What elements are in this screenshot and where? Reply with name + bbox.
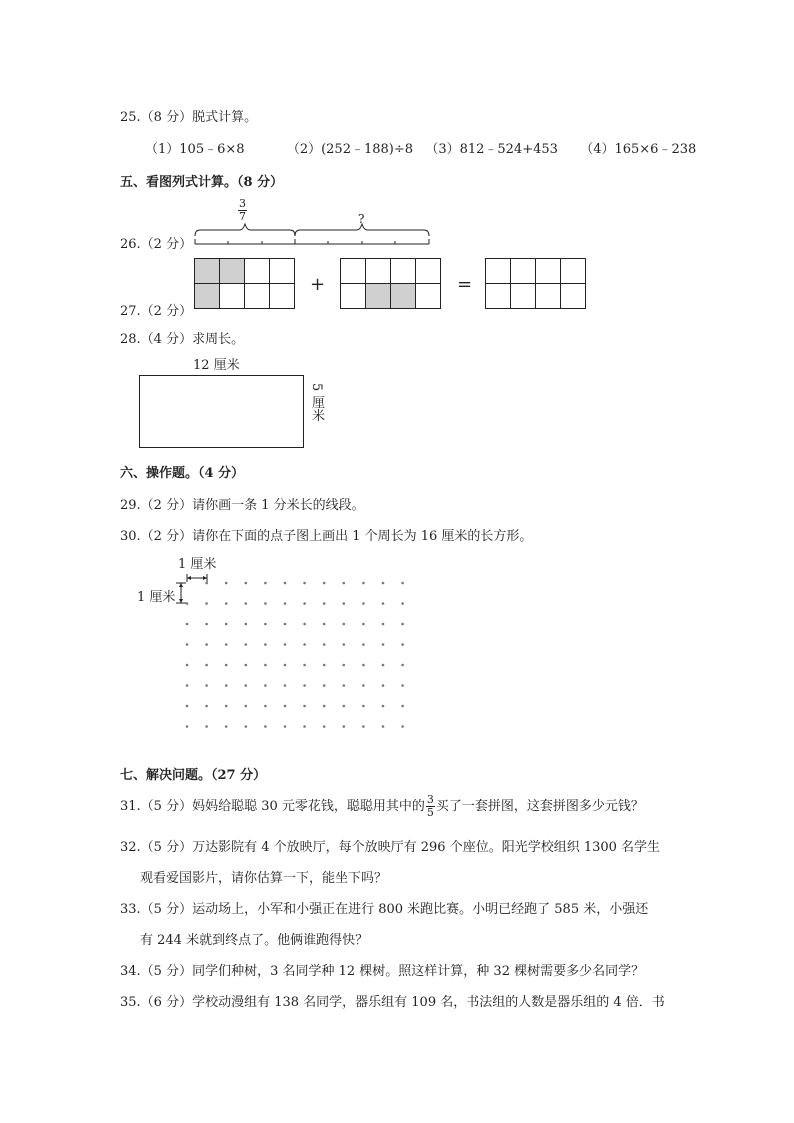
grid-dot[interactable] [225, 684, 228, 687]
section-5-heading: 五、看图列式计算。（8 分） [120, 175, 284, 190]
grid-dot[interactable] [186, 623, 189, 626]
grid-dot[interactable] [225, 602, 228, 605]
q27-grid-1 [194, 258, 295, 309]
grid-dot[interactable] [323, 643, 326, 646]
grid-dot[interactable] [284, 705, 287, 708]
grid-dot[interactable] [382, 623, 385, 626]
grid-cell [341, 284, 366, 309]
grid-dot[interactable] [382, 664, 385, 667]
grid-dot[interactable] [245, 582, 248, 585]
q26-brace-left [195, 224, 295, 236]
grid-dot[interactable] [264, 643, 267, 646]
shaded-cell [195, 284, 220, 309]
grid-cell [416, 259, 441, 284]
q25-items [145, 138, 696, 157]
grid-dot[interactable] [343, 582, 346, 585]
grid-dot[interactable] [303, 664, 306, 667]
grid-dot[interactable] [323, 623, 326, 626]
grid-dot[interactable] [186, 725, 189, 728]
grid-dot[interactable] [284, 643, 287, 646]
grid-dot[interactable] [284, 725, 287, 728]
grid-cell [245, 284, 270, 309]
grid-dot[interactable] [225, 582, 228, 585]
q25-heading: 25.（8 分）脱式计算。 [120, 110, 258, 125]
grid-dot[interactable] [205, 602, 208, 605]
grid-dot[interactable] [186, 705, 189, 708]
q31-post: 买了一套拼图，这套拼图多少元钱？ [435, 799, 644, 814]
grid-dot[interactable] [303, 725, 306, 728]
grid-dot[interactable] [264, 705, 267, 708]
q28-side-label: 5 厘米 [309, 383, 324, 422]
grid-cell [416, 284, 441, 309]
shaded-cell [195, 259, 220, 284]
grid-cell [486, 259, 511, 284]
grid-dot[interactable] [303, 623, 306, 626]
grid-cell [536, 284, 561, 309]
q31-pre: 31.（5 分）妈妈给聪聪 30 元零花钱，聪聪用其中的 [120, 799, 425, 814]
q25-item-3: （3）812﹣524+453 [425, 142, 558, 157]
grid-cell [366, 259, 391, 284]
grid-dot[interactable] [245, 664, 248, 667]
grid-dot[interactable] [343, 705, 346, 708]
grid-dot[interactable] [382, 684, 385, 687]
q26-fraction [238, 198, 247, 223]
grid-dot[interactable] [225, 643, 228, 646]
grid-dot[interactable] [303, 602, 306, 605]
grid-dot[interactable] [205, 643, 208, 646]
grid-cell [561, 284, 586, 309]
q30-dot-grid[interactable] [0, 560, 794, 760]
grid-dot[interactable] [323, 582, 326, 585]
grid-dot[interactable] [401, 664, 404, 667]
grid-cell [341, 259, 366, 284]
grid-dot[interactable] [362, 582, 365, 585]
grid-dot[interactable] [323, 725, 326, 728]
grid-dot[interactable] [205, 705, 208, 708]
grid-dot[interactable] [205, 684, 208, 687]
shaded-cell [220, 259, 245, 284]
grid-dot[interactable] [362, 725, 365, 728]
grid-dot[interactable] [225, 664, 228, 667]
q26-brace-right [295, 224, 429, 236]
grid-dot[interactable] [323, 705, 326, 708]
grid-dot[interactable] [245, 705, 248, 708]
grid-dot[interactable] [382, 725, 385, 728]
grid-dot[interactable] [284, 664, 287, 667]
grid-dot[interactable] [264, 725, 267, 728]
shaded-cell [366, 284, 391, 309]
q28-text: 28.（4 分）求周长。 [120, 332, 245, 347]
grid-dot[interactable] [382, 602, 385, 605]
q30-text: 30.（2 分）请你在下面的点子图上画出 1 个周长为 16 厘米的长方形。 [120, 529, 533, 544]
grid-dot[interactable] [362, 602, 365, 605]
grid-cell [511, 284, 536, 309]
section-6-heading: 六、操作题。（4 分） [120, 466, 245, 481]
grid-dot[interactable] [401, 602, 404, 605]
grid-dot[interactable] [362, 684, 365, 687]
grid-dot[interactable] [264, 684, 267, 687]
grid-dot[interactable] [225, 705, 228, 708]
grid-cell [270, 259, 295, 284]
grid-dot[interactable] [382, 582, 385, 585]
grid-dot[interactable] [303, 643, 306, 646]
shaded-cell [391, 284, 416, 309]
q30-scale-arrows [176, 574, 207, 603]
grid-cell [561, 259, 586, 284]
grid-dot[interactable] [343, 643, 346, 646]
grid-dot[interactable] [264, 602, 267, 605]
grid-dot[interactable] [245, 643, 248, 646]
grid-dot[interactable] [362, 705, 365, 708]
grid-dot[interactable] [401, 684, 404, 687]
grid-dot[interactable] [343, 623, 346, 626]
grid-dot[interactable] [186, 684, 189, 687]
grid-dot[interactable] [284, 623, 287, 626]
grid-cell [536, 259, 561, 284]
grid-dot[interactable] [245, 684, 248, 687]
grid-dot[interactable] [401, 725, 404, 728]
q30-vertical-label: 1 厘米 [137, 590, 176, 605]
q27-grid-3 [485, 258, 586, 309]
grid-dot[interactable] [205, 664, 208, 667]
equals-sign: = [457, 274, 473, 295]
q25-item-1: （1）105﹣6×8 [145, 142, 245, 157]
grid-dot[interactable] [186, 643, 189, 646]
q29-text: 29.（2 分）请你画一条 1 分米长的线段。 [120, 498, 365, 513]
grid-cell [220, 284, 245, 309]
q34-text: 34.（5 分）同学们种树，3 名同学种 12 棵树。照这样计算，种 32 棵树需要多少名同学？ [120, 964, 645, 979]
q26-number: 26.（2 分） [120, 237, 193, 252]
q27-number: 27.（2 分） [120, 304, 193, 319]
q35-text: 35.（6 分）学校动漫组有 138 名同学，器乐组有 109 名，书法组的人数是器乐组的 4 倍．书 [120, 995, 665, 1010]
q28-top-label: 12 厘米 [193, 358, 240, 373]
grid-dot[interactable] [343, 664, 346, 667]
q31-fraction-denominator: 5 [426, 806, 434, 819]
grid-cell [391, 259, 416, 284]
q33-line-1: 33.（5 分）运动场上，小军和小强正在进行 800 米跑比赛。小明已经跑了 585 米，小强还 [120, 902, 649, 917]
grid-dot[interactable] [264, 664, 267, 667]
grid-dot[interactable] [303, 582, 306, 585]
grid-dot[interactable] [343, 725, 346, 728]
grid-dot[interactable] [225, 623, 228, 626]
grid-dot[interactable] [186, 602, 189, 605]
plus-sign: + [310, 274, 326, 295]
grid-dot[interactable] [362, 643, 365, 646]
grid-dot[interactable] [401, 582, 404, 585]
grid-dot[interactable] [205, 582, 208, 585]
grid-dot[interactable] [264, 623, 267, 626]
grid-cell [270, 284, 295, 309]
grid-dot[interactable] [362, 623, 365, 626]
q31-fraction [426, 794, 435, 819]
q27-grid-2 [340, 258, 441, 309]
q26-unknown: ? [358, 212, 365, 226]
grid-dot[interactable] [401, 705, 404, 708]
q25-item-2: （2）(252﹣188)÷8 [286, 142, 414, 157]
grid-cell [486, 284, 511, 309]
q30-horizontal-label: 1 厘米 [178, 557, 217, 572]
grid-dot[interactable] [382, 705, 385, 708]
grid-dot[interactable] [303, 705, 306, 708]
grid-dot[interactable] [245, 623, 248, 626]
grid-dot[interactable] [186, 664, 189, 667]
grid-cell [245, 259, 270, 284]
grid-dot[interactable] [284, 602, 287, 605]
section-7-heading: 七、解决问题。（27 分） [120, 768, 267, 783]
q31-fraction-numerator: 3 [426, 793, 434, 806]
grid-dot[interactable] [264, 582, 267, 585]
grid-dot[interactable] [323, 602, 326, 605]
grid-dot[interactable] [245, 602, 248, 605]
q31-text [120, 794, 644, 819]
q25-item-4: （4）165×6﹣238 [580, 142, 697, 157]
grid-dot[interactable] [284, 684, 287, 687]
grid-dot[interactable] [303, 684, 306, 687]
grid-cell [511, 259, 536, 284]
q32-line-2: 观看爱国影片，请你估算一下，能坐下吗？ [140, 871, 388, 886]
q26-fraction-numerator: 3 [239, 197, 246, 210]
grid-dot[interactable] [401, 623, 404, 626]
q33-line-2: 有 244 米就到终点了。他俩谁跑得快？ [140, 933, 369, 948]
grid-dot[interactable] [343, 602, 346, 605]
grid-dot[interactable] [382, 643, 385, 646]
grid-dot[interactable] [362, 664, 365, 667]
grid-dot[interactable] [205, 725, 208, 728]
grid-dot[interactable] [245, 725, 248, 728]
grid-dot[interactable] [323, 684, 326, 687]
grid-dot[interactable] [323, 664, 326, 667]
grid-dot[interactable] [225, 725, 228, 728]
grid-dot[interactable] [401, 643, 404, 646]
grid-dot[interactable] [205, 623, 208, 626]
q32-line-1: 32.（5 分）万达影院有 4 个放映厅，每个放映厅有 296 个座位。阳光学校组织 1300 名学生 [120, 840, 661, 855]
q26-fraction-denominator: 7 [239, 210, 246, 223]
grid-dot[interactable] [284, 582, 287, 585]
q28-rectangle [139, 375, 304, 448]
grid-dot[interactable] [343, 684, 346, 687]
